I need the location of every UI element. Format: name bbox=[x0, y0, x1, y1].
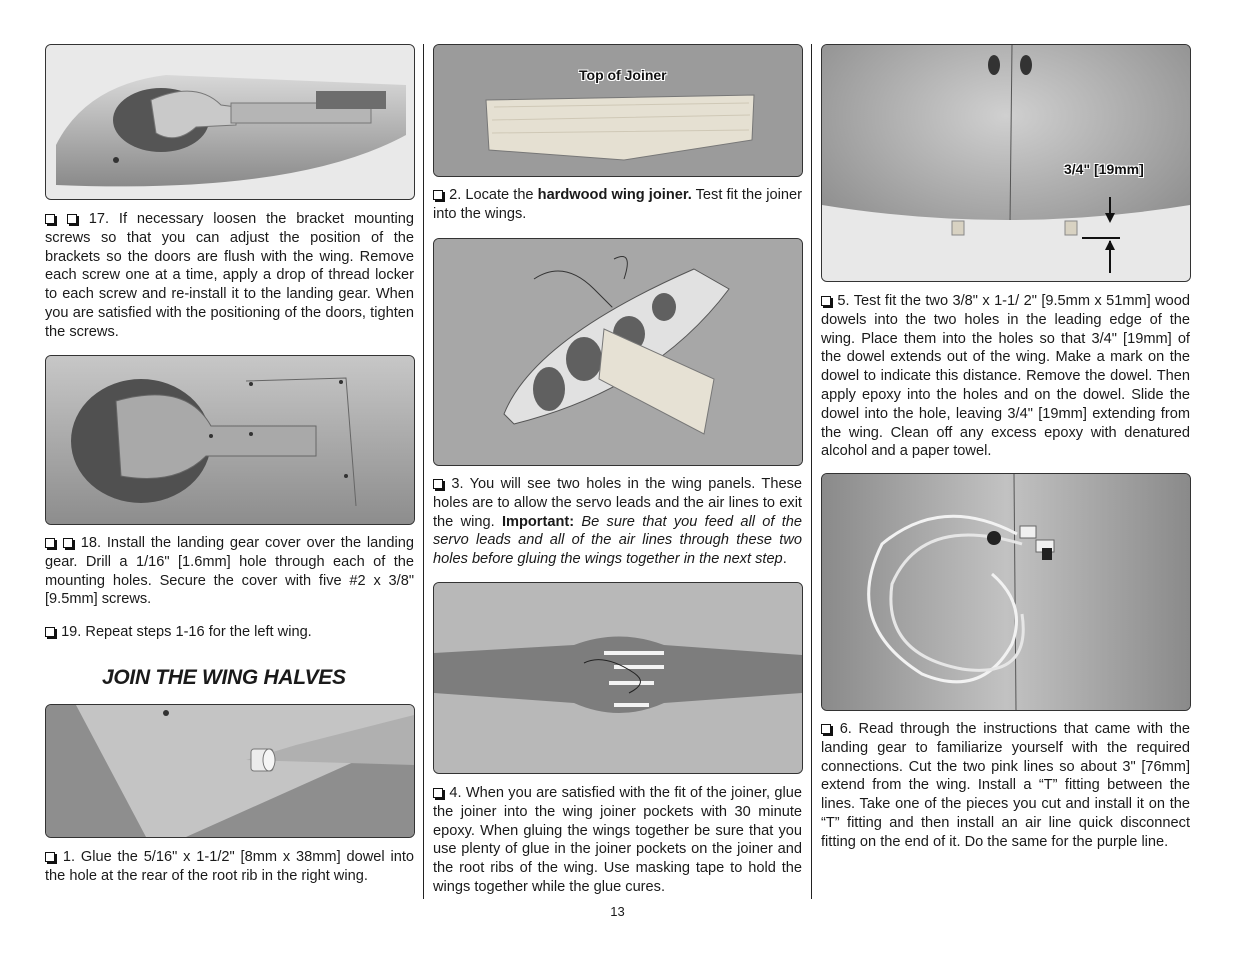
checkbox-icon[interactable] bbox=[67, 214, 77, 224]
step-17-text: 17. If necessary loosen the bracket mounting screws so that you can adjust the position of the brackets so the doors are flush with the wing. Remove each screw one at a time, apply a drop of thread locker to each screw and re-install it to the landing gear. When you are satisfied with the positioning of the doors, tighten the screws. bbox=[45, 211, 415, 340]
step-2-text: 2. Locate the hardwood wing joiner. Test fit the joiner into the wings. bbox=[433, 187, 802, 222]
step-3-text: 3. You will see two holes in the wing panels. These holes are to allow the servo leads and the air lines to exit the wing. Important: Be sure that you feed all of the servo leads and all of the air lines through these two holes before gluing the wings together in the next step. bbox=[433, 476, 802, 568]
step-1-text: 1. Glue the 5/16" x 1-1/2" [8mm x 38mm] dowel into the hole at the rear of the root rib in the right wing. bbox=[45, 849, 414, 884]
photo-air-lines-fittings bbox=[821, 473, 1191, 711]
step-19-text: 19. Repeat steps 1-16 for the left wing. bbox=[45, 623, 414, 642]
photo-wing-root-joiner-fit bbox=[433, 238, 803, 466]
step-5-text: 5. Test fit the two 3/8" x 1-1/ 2" [9.5mm x 51mm] wood dowels into the two holes in the leading edge of the wing. Place them into the holes so that 3/4" [19mm] of the dowel extends out of the wing. Make a mark on the dowel to indicate this distance. Remove the dowel. Then apply epoxy into the holes and on the dowel. Slide the dowel into the hole, leaving 3/4" [19mm] extending from the wing. Clean off any excess epoxy with denatured alcohol and a paper towel. bbox=[821, 293, 1191, 460]
checkbox-icon[interactable] bbox=[433, 479, 443, 489]
photo-landing-gear-doors bbox=[45, 44, 415, 200]
photo-label-dowel-length: 3/4" [19mm] bbox=[1064, 161, 1144, 177]
checkbox-icon[interactable] bbox=[821, 296, 831, 306]
photo-wings-joined bbox=[433, 582, 803, 774]
photo-leading-edge-dowels bbox=[821, 44, 1191, 282]
photo-dowel-root-rib bbox=[45, 704, 415, 838]
photo-wing-joiner bbox=[433, 44, 803, 177]
column-divider-2 bbox=[811, 44, 812, 899]
checkbox-icon[interactable] bbox=[821, 724, 831, 734]
column-divider-1 bbox=[423, 44, 424, 899]
checkbox-icon[interactable] bbox=[45, 627, 55, 637]
checkbox-icon[interactable] bbox=[433, 190, 443, 200]
section-heading: JOIN THE WING HALVES bbox=[102, 666, 346, 689]
checkbox-icon[interactable] bbox=[45, 214, 55, 224]
step-18-text: 18. Install the landing gear cover over the landing gear. Drill a 1/16" [1.6mm] hole through each of the mounting holes. Secure the cover with five #2 x 3/8" [9.5mm] screws. bbox=[45, 535, 414, 608]
checkbox-icon[interactable] bbox=[45, 852, 55, 862]
checkbox-icon[interactable] bbox=[45, 538, 55, 548]
photo-landing-gear-cover bbox=[45, 355, 415, 525]
photo-label-top-of-joiner: Top of Joiner bbox=[579, 67, 667, 83]
page-number: 13 bbox=[610, 904, 625, 919]
checkbox-icon[interactable] bbox=[433, 788, 443, 798]
checkbox-icon[interactable] bbox=[63, 538, 73, 548]
step-6-text: 6. Read through the instructions that came with the landing gear to familiarize yourself with the required connections. Cut the two pink lines so about 3" [76mm] extend from the wing. Install a “T” fitting between the lines. Take one of the pieces you cut and install it on the “T” fitting and then install an air line quick disconnect fitting on the end of it. Do the same for the purple line. bbox=[821, 721, 1191, 850]
step-4-text: 4. When you are satisfied with the fit of the joiner, glue the joiner into the wing joiner pockets with 30 minute epoxy. When gluing the wings together be sure that you use plenty of glue in the joiner pockets on the joiner and the root ribs of the wing. Use masking tape to hold the wings together while the glue cures. bbox=[433, 785, 803, 895]
